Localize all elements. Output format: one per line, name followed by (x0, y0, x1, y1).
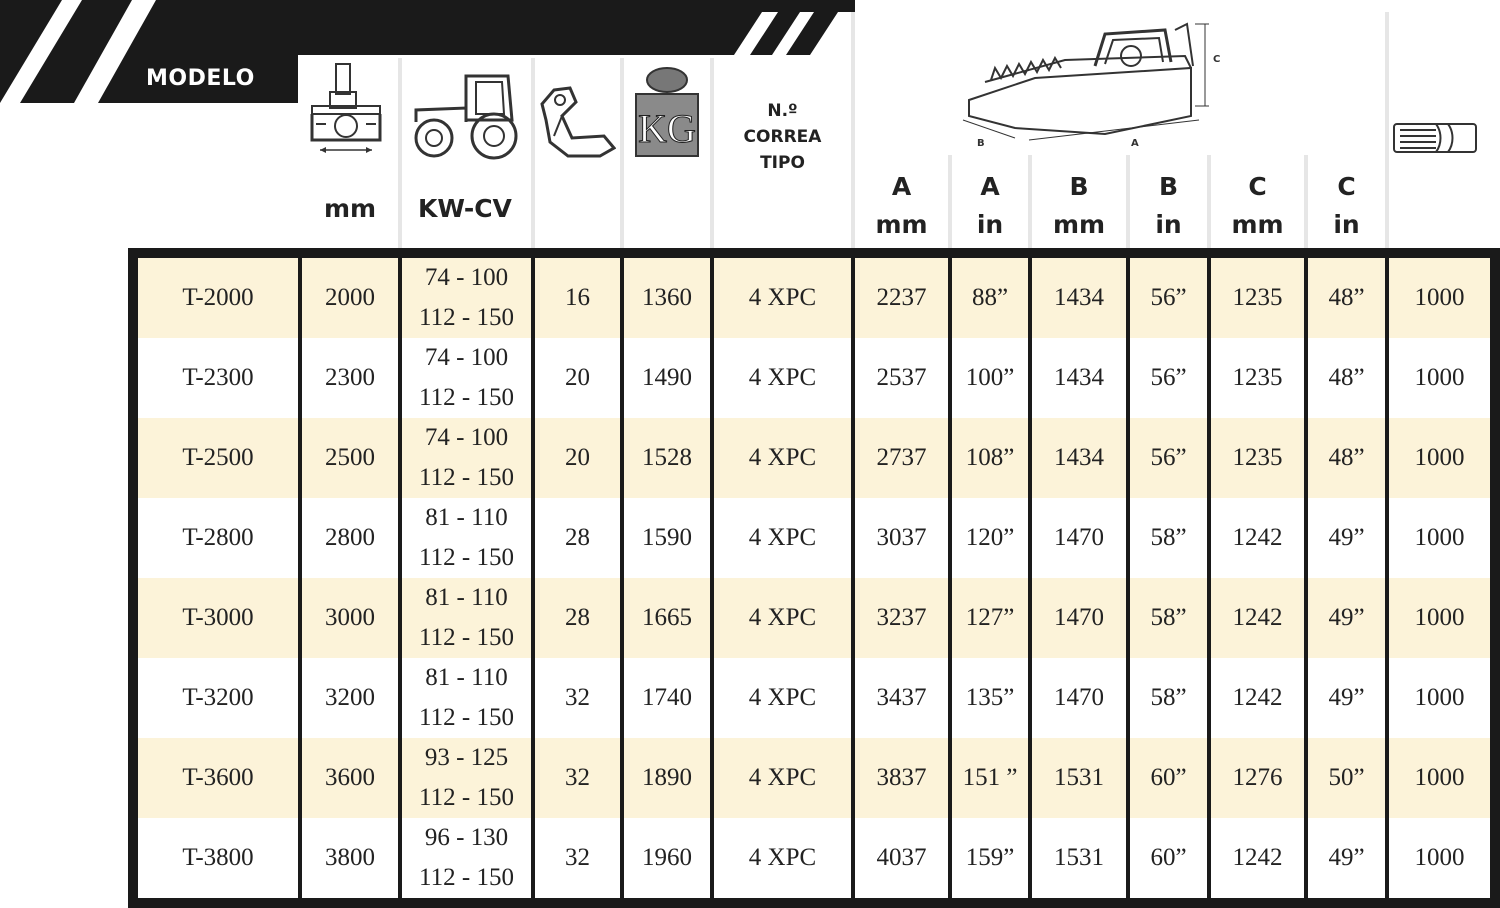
cell-width: 3600 (302, 738, 398, 818)
svg-text:C: C (1213, 54, 1221, 65)
cell-c-mm: 1235 (1211, 258, 1304, 338)
cell-b-in: 58” (1130, 658, 1207, 738)
cell-belts: 4 XPC (714, 418, 851, 498)
cell-hammers: 28 (535, 498, 620, 578)
cell-weight: 1590 (624, 498, 710, 578)
dim-letter: B (1069, 172, 1089, 201)
dim-unit: mm (1231, 210, 1284, 239)
power-range: 112 - 150 (419, 544, 514, 571)
dim-unit: mm (875, 210, 928, 239)
cell-weight: 1528 (624, 418, 710, 498)
cell-c-in: 49” (1308, 818, 1385, 898)
cell-weight: 1740 (624, 658, 710, 738)
cell-model: T-2000 (138, 258, 298, 338)
cell-model: T-2800 (138, 498, 298, 578)
power-range: 81 - 110 (425, 584, 508, 611)
table-row (128, 818, 1500, 898)
cell-b-in: 60” (1130, 818, 1207, 898)
power-range: 112 - 150 (419, 304, 514, 331)
table-row (128, 418, 1500, 498)
power-range: 93 - 125 (424, 744, 509, 771)
tractor-icon (410, 72, 522, 162)
svg-text:A: A (1131, 138, 1139, 149)
cell-a-in: 135” (952, 658, 1028, 738)
cell-b-in: 60” (1130, 738, 1207, 818)
cell-b-mm: 1531 (1032, 738, 1126, 818)
belt-header-line1: N.º (767, 101, 798, 121)
cell-b-mm: 1434 (1032, 258, 1126, 338)
cell-width: 3200 (302, 658, 398, 738)
cell-a-in: 100” (952, 338, 1028, 418)
belt-header-line3: TIPO (760, 153, 805, 173)
cell-a-in: 108” (952, 418, 1028, 498)
svg-text:B: B (977, 138, 985, 149)
cell-belts: 4 XPC (714, 258, 851, 338)
cell-belts: 4 XPC (714, 658, 851, 738)
cell-width: 2500 (302, 418, 398, 498)
cell-width: 3000 (302, 578, 398, 658)
weight-icon (634, 66, 700, 158)
cell-c-in: 48” (1308, 338, 1385, 418)
cell-weight: 1890 (624, 738, 710, 818)
power-range: 74 - 100 (424, 344, 509, 371)
dim-header-c-in (1308, 168, 1385, 244)
cell-model: T-3800 (138, 818, 298, 898)
cell-b-in: 56” (1130, 258, 1207, 338)
belt-header (714, 98, 851, 176)
cell-b-in: 58” (1130, 498, 1207, 578)
cell-width: 2800 (302, 498, 398, 578)
width-unit-header: mm (323, 194, 377, 223)
dim-unit: mm (1052, 210, 1106, 239)
cell-hammers: 20 (535, 418, 620, 498)
cell-belts: 4 XPC (714, 498, 851, 578)
dim-unit: in (976, 210, 1004, 239)
modelo-header: MODELO (146, 66, 255, 91)
cell-hammers: 32 (535, 818, 620, 898)
cell-pto: 1000 (1389, 578, 1490, 658)
width-gauge-icon (308, 62, 386, 158)
cell-c-mm: 1242 (1211, 658, 1304, 738)
dim-header-b-mm (1032, 168, 1126, 244)
table-row (128, 338, 1500, 418)
cell-model: T-3600 (138, 738, 298, 818)
cell-power (402, 738, 531, 818)
cell-c-mm: 1276 (1211, 738, 1304, 818)
header-divider (531, 58, 535, 248)
cell-b-mm: 1434 (1032, 338, 1126, 418)
cell-c-in: 50” (1308, 738, 1385, 818)
cell-hammers: 28 (535, 578, 620, 658)
dim-header-c-mm (1211, 168, 1304, 244)
dim-unit: in (1333, 210, 1360, 239)
cell-a-in: 151 ” (952, 738, 1028, 818)
cell-width: 2000 (302, 258, 398, 338)
cell-a-mm: 3837 (855, 738, 948, 818)
cell-c-in: 49” (1308, 498, 1385, 578)
dim-header-b-in (1130, 168, 1207, 244)
cell-b-in: 56” (1130, 338, 1207, 418)
dim-unit: in (1155, 210, 1182, 239)
cell-c-mm: 1242 (1211, 578, 1304, 658)
cell-pto: 1000 (1389, 258, 1490, 338)
svg-text:KG: KG (638, 106, 696, 151)
header-banner (0, 0, 1500, 110)
cell-model: T-3200 (138, 658, 298, 738)
cell-power (402, 498, 531, 578)
specs-table (128, 248, 1500, 908)
cell-c-mm: 1235 (1211, 418, 1304, 498)
table-row (128, 738, 1500, 818)
cell-a-mm: 3037 (855, 498, 948, 578)
cell-width: 3800 (302, 818, 398, 898)
mulcher-diagram-icon (955, 16, 1235, 152)
power-range: 112 - 150 (419, 784, 514, 811)
cell-pto: 1000 (1389, 658, 1490, 738)
cell-hammers: 16 (535, 258, 620, 338)
power-range: 112 - 150 (419, 704, 514, 731)
cell-belts: 4 XPC (714, 738, 851, 818)
cell-c-in: 48” (1308, 258, 1385, 338)
cell-c-mm: 1235 (1211, 338, 1304, 418)
power-range: 81 - 110 (425, 664, 508, 691)
table-row (128, 498, 1500, 578)
cell-a-in: 88” (952, 258, 1028, 338)
cell-a-mm: 2237 (855, 258, 948, 338)
dim-letter: C (1337, 172, 1356, 201)
cell-pto: 1000 (1389, 338, 1490, 418)
cell-width: 2300 (302, 338, 398, 418)
cell-power (402, 418, 531, 498)
cell-pto: 1000 (1389, 418, 1490, 498)
cell-b-mm: 1531 (1032, 818, 1126, 898)
cell-power (402, 258, 531, 338)
cell-b-mm: 1470 (1032, 578, 1126, 658)
cell-model: T-2300 (138, 338, 298, 418)
power-range: 74 - 100 (424, 264, 509, 291)
cell-a-in: 120” (952, 498, 1028, 578)
cell-weight: 1665 (624, 578, 710, 658)
cell-b-in: 56” (1130, 418, 1207, 498)
cell-a-mm: 2737 (855, 418, 948, 498)
dim-header-a-mm (855, 168, 948, 244)
table-row (128, 658, 1500, 738)
dim-letter: A (980, 172, 1000, 201)
cell-hammers: 32 (535, 658, 620, 738)
cell-a-in: 127” (952, 578, 1028, 658)
cell-a-mm: 4037 (855, 818, 948, 898)
power-range: 96 - 130 (424, 824, 509, 851)
cell-weight: 1960 (624, 818, 710, 898)
cell-belts: 4 XPC (714, 338, 851, 418)
table-row (128, 578, 1500, 658)
cell-hammers: 20 (535, 338, 620, 418)
power-range: 74 - 100 (424, 424, 509, 451)
cell-belts: 4 XPC (714, 578, 851, 658)
power-range: 112 - 150 (419, 464, 514, 491)
dim-letter: A (891, 172, 912, 201)
belt-header-line2: CORREA (743, 127, 822, 147)
cell-c-mm: 1242 (1211, 498, 1304, 578)
cell-b-mm: 1470 (1032, 498, 1126, 578)
power-range: 112 - 150 (419, 864, 514, 891)
cell-c-in: 49” (1308, 658, 1385, 738)
cell-c-in: 49” (1308, 578, 1385, 658)
cell-b-in: 58” (1130, 578, 1207, 658)
header-divider (1385, 12, 1389, 248)
cell-model: T-3000 (138, 578, 298, 658)
cell-belts: 4 XPC (714, 818, 851, 898)
pto-shaft-icon (1392, 120, 1478, 156)
cell-pto: 1000 (1389, 818, 1490, 898)
cell-a-mm: 2537 (855, 338, 948, 418)
cell-model: T-2500 (138, 418, 298, 498)
cell-c-in: 48” (1308, 418, 1385, 498)
power-range: 112 - 150 (419, 624, 514, 651)
cell-b-mm: 1434 (1032, 418, 1126, 498)
power-range: 81 - 110 (425, 504, 508, 531)
cell-power (402, 338, 531, 418)
header-divider (620, 58, 624, 248)
cell-weight: 1490 (624, 338, 710, 418)
cell-power (402, 658, 531, 738)
dim-letter: C (1248, 172, 1267, 201)
hammer-blade-icon (540, 86, 616, 160)
cell-b-mm: 1470 (1032, 658, 1126, 738)
dim-header-a-in (952, 168, 1028, 244)
table-row (128, 258, 1500, 338)
cell-a-in: 159” (952, 818, 1028, 898)
cell-power (402, 818, 531, 898)
dim-letter: B (1158, 172, 1179, 201)
cell-pto: 1000 (1389, 738, 1490, 818)
cell-hammers: 32 (535, 738, 620, 818)
power-range: 112 - 150 (419, 384, 514, 411)
cell-weight: 1360 (624, 258, 710, 338)
cell-power (402, 578, 531, 658)
power-unit-header: KW-CV (418, 194, 512, 223)
cell-a-mm: 3237 (855, 578, 948, 658)
cell-pto: 1000 (1389, 498, 1490, 578)
cell-a-mm: 3437 (855, 658, 948, 738)
cell-c-mm: 1242 (1211, 818, 1304, 898)
